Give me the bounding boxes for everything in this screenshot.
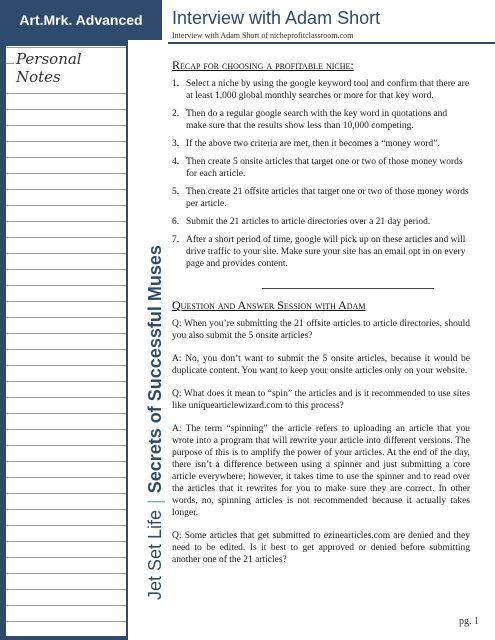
qa-heading: Question and Answer Session with Adam [172, 298, 366, 312]
recap-item-text: Then create 21 offsite articles that target one or two of those money words per article. [186, 187, 469, 209]
qa-body [172, 318, 470, 577]
recap-item-number: 7. [172, 235, 180, 245]
qa-paragraph: Q: When you’re submitting the 21 offsite articles to article directories, should you also submit the 5 onsite articles? [172, 319, 470, 341]
recap-item-number: 3. [172, 139, 180, 149]
recap-item [172, 138, 470, 150]
qa-paragraph: A: The term “spinning” the article refers to uploading an article that you wrote into a program that will rewrite your article into different versions. The purpose of this is to amplify the power of your articles. At the end of the day, there isn’t a difference between using a spinner and just submitting a core article everywhere; however, it takes time to use the spinner and to read over the articles that it rewrites for you to make sure they are correct. In other words, no, spinning articles is not recommended because it actually takes longer. [172, 424, 470, 518]
recap-item [172, 78, 470, 102]
recap-item-number: 4. [172, 157, 180, 167]
qa-paragraph: Q: What does it mean to “spin” the articles and is it recommended to use sites like uniquearticlewizard.com to this process? [172, 389, 470, 411]
recap-item [172, 216, 470, 228]
spine-separator: | [145, 499, 165, 504]
recap-item-text: Then create 5 onsite articles that target one or two of those money words for each article. [186, 157, 463, 179]
recap-list [172, 78, 470, 276]
qa-paragraph: A: No, you don’t want to submit the 5 onsite articles, because it would be duplicate content. You want to keep your onsite articles only on your website. [172, 354, 470, 376]
recap-item [172, 234, 470, 270]
spine-main-title: Secrets of Successful Muses [145, 245, 165, 494]
page-subtitle: Interview with Adam Short of nicheprofitclassroom.com [172, 31, 354, 40]
spine-subtitle: Jet Set Life [145, 509, 165, 600]
section-divider [262, 288, 434, 289]
recap-item-number: 1. [172, 79, 180, 89]
recap-item-number: 2. [172, 109, 180, 119]
recap-item [172, 186, 470, 210]
header-divider [168, 42, 495, 44]
personal-notes-panel [6, 46, 126, 636]
personal-notes-title: Personal Notes [14, 50, 126, 86]
recap-item-text: After a short period of time, google will pick up on these articles and will drive traffic to your site. Make sure your site has an email opt in on every page and provides content. [186, 235, 466, 269]
qa-paragraph: Q: Some articles that get submitted to ezinearticles.com are denied and they need to be edited. Is it best to get approved or denied before submitting another one of the 21 articles? [172, 531, 470, 565]
recap-heading: Recap for choosing a profitable niche: [172, 58, 354, 72]
recap-item [172, 108, 470, 132]
recap-item-text: Submit the 21 articles to article directories over a 21 day period. [186, 217, 431, 227]
recap-item-text: Then do a regular google search with the key word in quotations and make sure that the results show less than 10,000 competing. [186, 109, 448, 131]
spine-title [145, 245, 166, 600]
sidebar [0, 0, 162, 640]
recap-item-number: 6. [172, 217, 180, 227]
brand-label: Art.Mrk. Advanced [19, 12, 143, 28]
recap-item [172, 156, 470, 180]
page-number: pg. 1 [459, 616, 479, 627]
recap-item-text: Select a niche by using the google keyword tool and confirm that there are at least 1,000 global monthly searches or more for that key word. [186, 79, 470, 101]
recap-item-text: If the above two criteria are met, then it becomes a “money word”. [186, 139, 440, 149]
recap-item-number: 5. [172, 187, 180, 197]
page-title: Interview with Adam Short [172, 8, 381, 28]
